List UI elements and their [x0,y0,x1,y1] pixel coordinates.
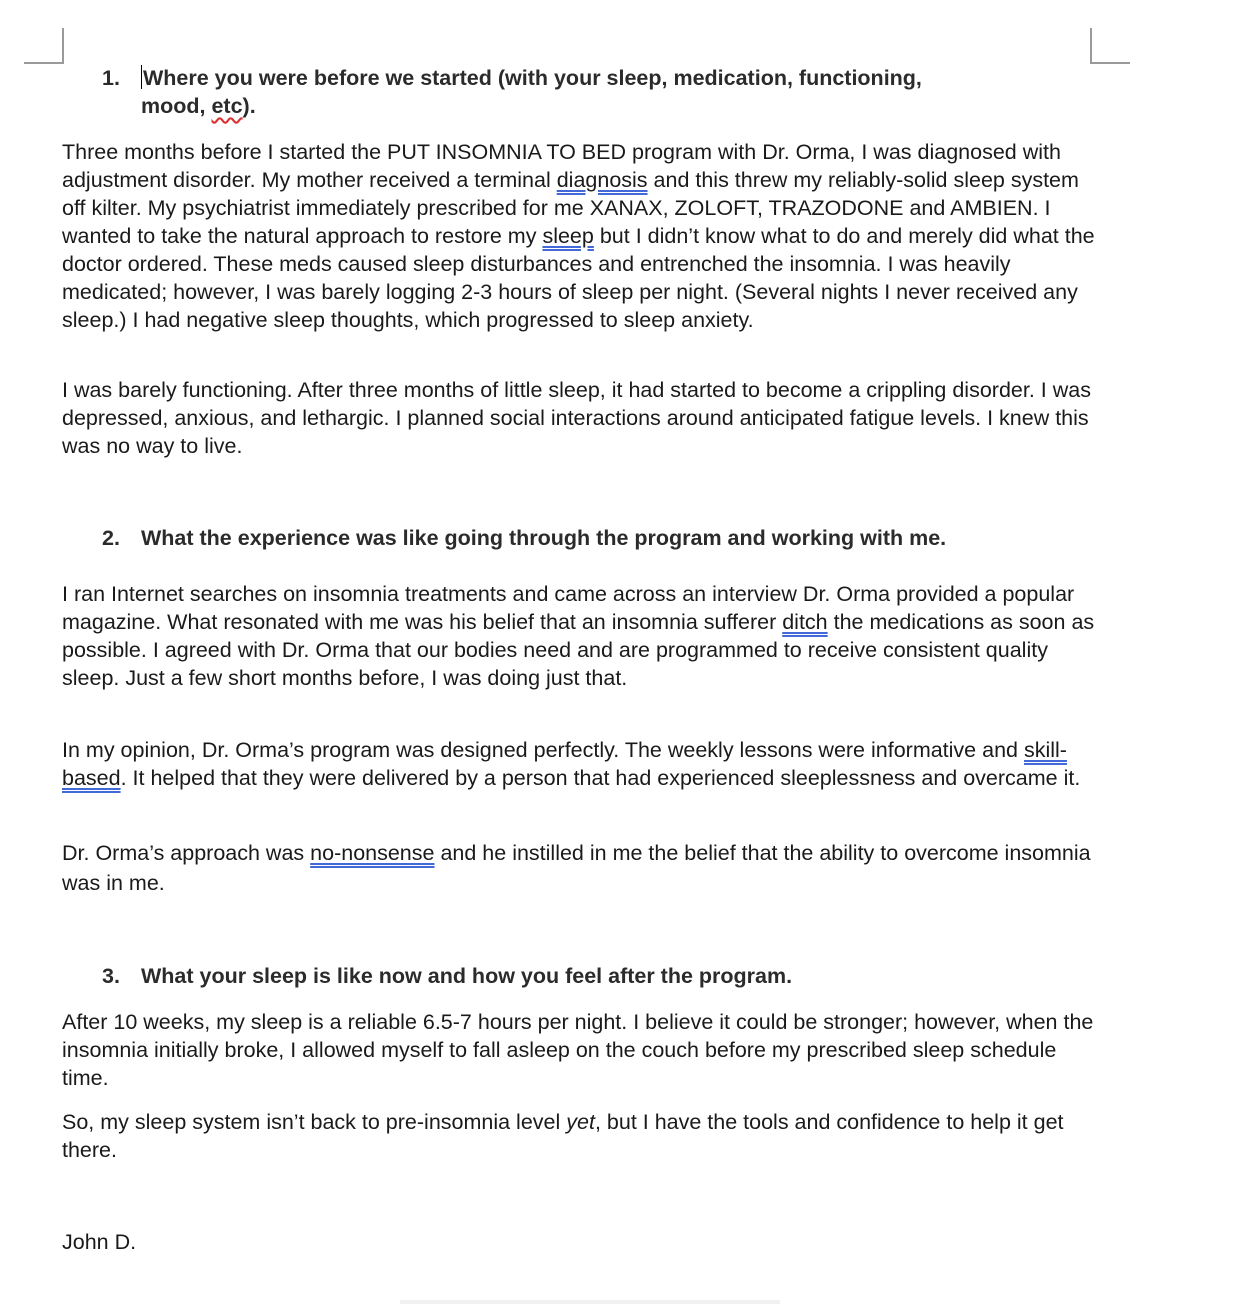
page-corner-mark-top-left [24,28,64,64]
section-2-heading [62,524,1102,552]
section-3-heading [62,962,1102,990]
section-3-paragraph-2: So, my sleep system isn’t back to pre-insomnia level yet, but I have the tools and confidence to help it get there. [62,1110,1064,1162]
section-2-paragraph-1: I ran Internet searches on insomnia treatments and came across an interview Dr. Orma provided a popular magazine. What resonated with me was his belief that an insomnia sufferer ditch the medications as soon as possible. I agreed with Dr. Orma that our bodies need and are programmed to receive consistent quality sleep. Just a few short months before, I was doing just that. [62,582,1095,690]
section-1-paragraph-2: I was barely functioning. After three months of little sleep, it had started to become a crippling disorder. I was depressed, anxious, and lethargic. I planned social interactions around anticipated fatigue levels. I knew this was no way to live. [62,378,1091,458]
section-3-paragraph-1: After 10 weeks, my sleep is a reliable 6.5-7 hours per night. I believe it could be stronger; however, when the insomnia initially broke, I allowed myself to fall asleep on the couch before my prescribed sleep schedule time. [62,1010,1094,1090]
section-number: 3. [102,964,120,988]
page-bottom-edge [400,1300,780,1304]
heading-text: What your sleep is like now and how you feel after the program. [141,964,793,988]
signature: John D. [62,1230,137,1254]
emphasis-text: yet [566,1110,595,1134]
section-1-heading: 1. Where you were before we started (with your sleep, medication, functioning, mood, etc). [102,66,922,118]
section-1-paragraph-1: Three months before I started the PUT INSOMNIA TO BED program with Dr. Orma, I was diagnosed with adjustment disorder. My mother received a terminal diagnosis and this threw my reliably-solid sleep system off kilter. My psychiatrist immediately prescribed for me XANAX, ZOLOFT, TRAZODONE and AMBIEN. I wanted to take the natural approach to restore my sleep but I didn’t know what to do and merely did what the doctor ordered. These meds caused sleep disturbances and entrenched the insomnia. I was heavily medicated; however, I was barely logging 2-3 hours of sleep per night. (Several nights I never received any sleep.) I had negative sleep thoughts, which progressed to sleep anxiety. [62,140,1095,332]
heading-text: What the experience was like going through the program and working with me. [141,526,947,550]
text-cursor [141,65,142,89]
grammar-flag[interactable]: sleep [542,224,594,248]
heading-text: Where you were before we started (with your sleep, medication, functioning, [143,66,922,90]
grammar-flag[interactable]: ditch [782,610,828,634]
grammar-flag[interactable]: no-nonsense [310,841,435,865]
grammar-flag[interactable]: diagnosis [556,168,648,192]
spelling-flag[interactable]: etc [211,94,243,118]
section-2-paragraph-2: In my opinion, Dr. Orma’s program was designed perfectly. The weekly lessons were informative and skill-based. It helped that they were delivered by a person that had experienced sleeplessness and overcame it. [62,738,1081,790]
section-number: 2. [102,526,120,550]
section-number: 1. [102,66,120,90]
section-2-paragraph-3: Dr. Orma’s approach was no-nonsense and he instilled in me the belief that the ability to overcome insomnia was in me. [62,841,1091,895]
grammar-flag[interactable]: skill-based [62,738,1067,790]
page-corner-mark-top-right [1090,28,1130,64]
